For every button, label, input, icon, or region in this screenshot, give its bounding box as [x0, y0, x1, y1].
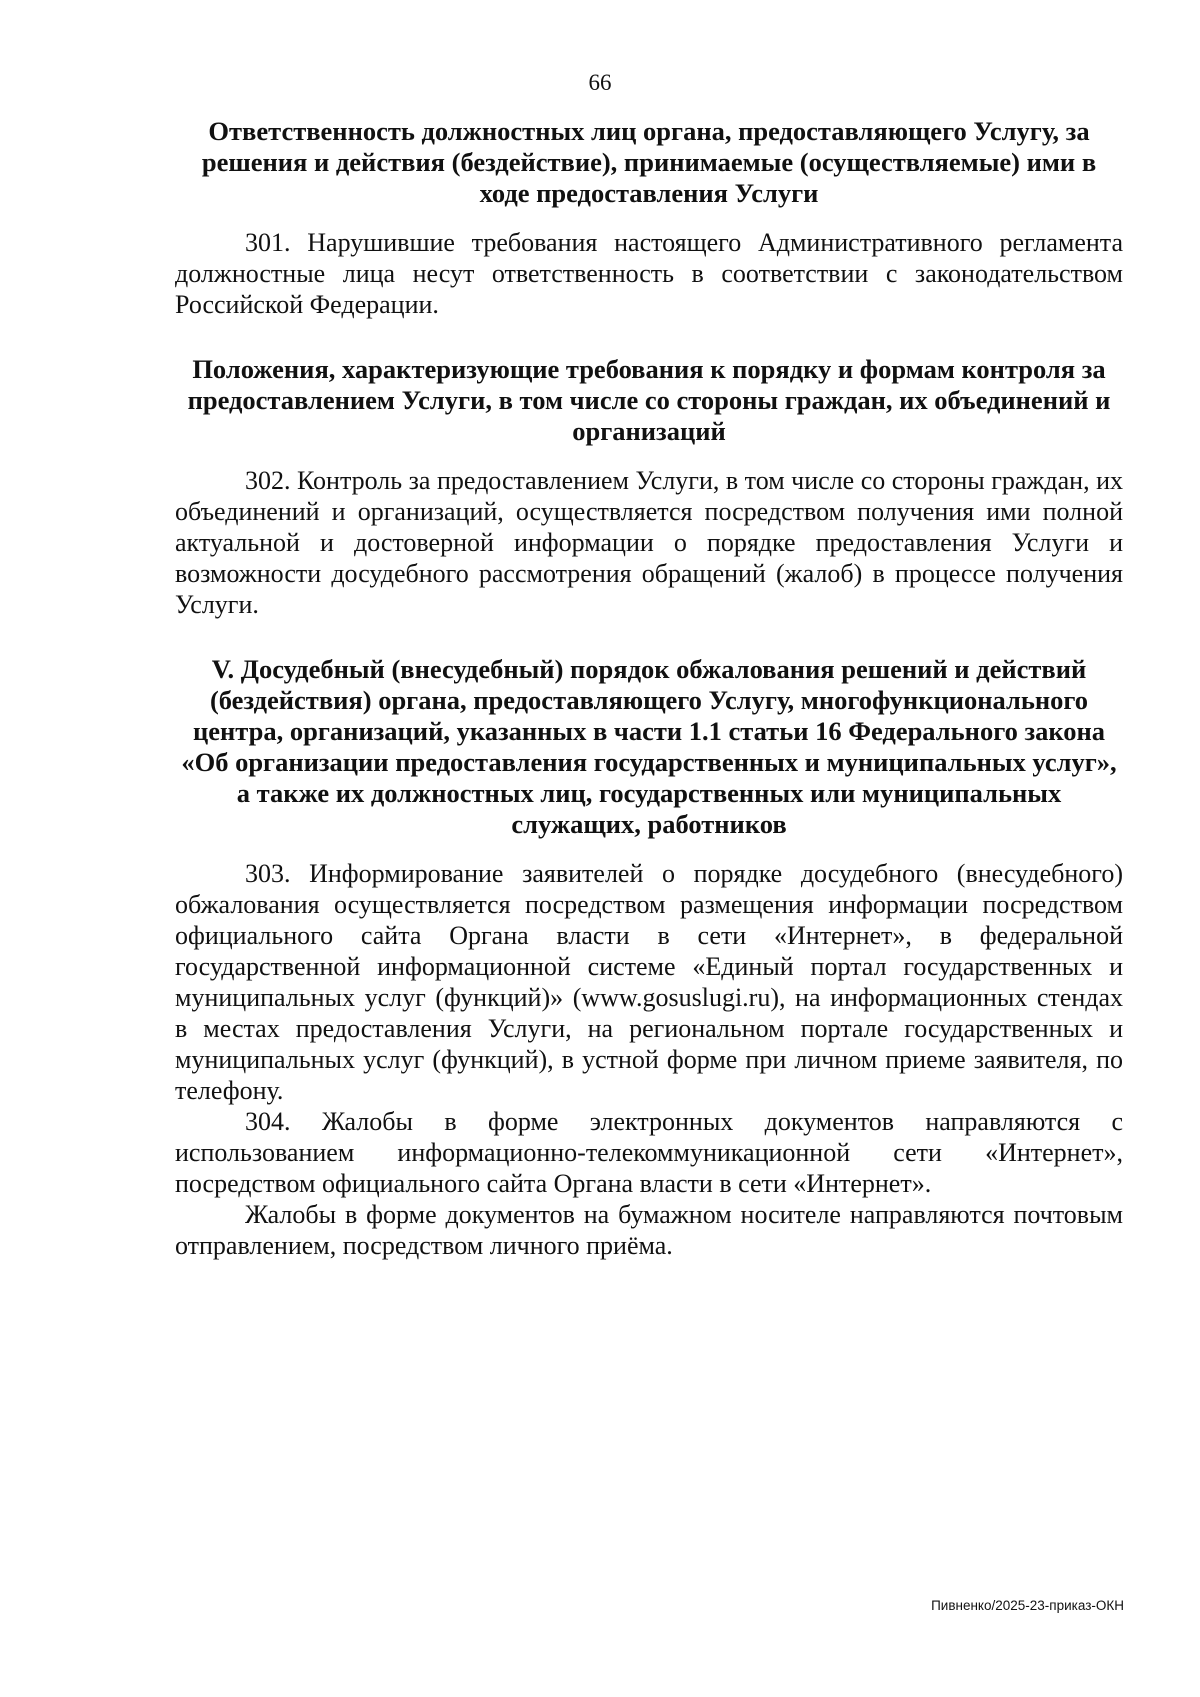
- paragraph-303: 303. Информирование заявителей о порядке досудебного (внесудебного) обжалования осуществляется посредством размещения информации посредством официального сайта Органа власти в сети «Интернет», в федеральной государственной информационной системе «Единый портал государственных и муниципальных услуг (функций)» (www.gosuslugi.ru), на информационных стендах в местах предоставления Услуги, на региональном портале государственных и муниципальных услуг (функций), в устной форме при личном приеме заявителя, по телефону.: [175, 859, 1123, 1105]
- paragraph-301: 301. Нарушившие требования настоящего Административного регламента должностные лица несут ответственность в соответствии с законодательством Российской Федерации.: [175, 228, 1123, 319]
- section-heading-control: Положения, характеризующие требования к порядку и формам контроля за предоставлением Услуги, в том числе со стороны граждан, их объединений и организаций: [187, 354, 1111, 446]
- section-heading-appeal: V. Досудебный (внесудебный) порядок обжалования решений и действий (бездействия) органа, предоставляющего Услугу, многофункционального центра, организаций, указанных в части 1.1 статьи 16 Федерального закона «Об организации предоставления государственных и муниципальных услуг», а также их должностных лиц, государственных или муниципальных служащих, работников: [181, 654, 1117, 839]
- page-content: [175, 116, 1123, 1261]
- paragraph-302: 302. Контроль за предоставлением Услуги, в том числе со стороны граждан, их объединений и организаций, осуществляется посредством получения ими полной актуальной и достоверной информации о порядке предоставления Услуги и возможности досудебного рассмотрения обращений (жалоб) в процессе получения Услуги.: [175, 466, 1123, 619]
- page-number: 66: [588, 70, 612, 95]
- section-heading-responsibility: Ответственность должностных лиц органа, предоставляющего Услугу, за решения и действия (бездействие), принимаемые (осуществляемые) ими в ходе предоставления Услуги: [201, 116, 1097, 208]
- document-footer-code: Пивненко/2025-23-приказ-ОКН: [931, 1598, 1124, 1613]
- paragraph-paper-complaints: Жалобы в форме документов на бумажном носителе направляются почтовым отправлением, посредством личного приёма.: [175, 1200, 1123, 1260]
- paragraph-304: 304. Жалобы в форме электронных документов направляются с использованием информационно-телекоммуникационной сети «Интернет», посредством официального сайта Органа власти в сети «Интернет».: [175, 1107, 1123, 1198]
